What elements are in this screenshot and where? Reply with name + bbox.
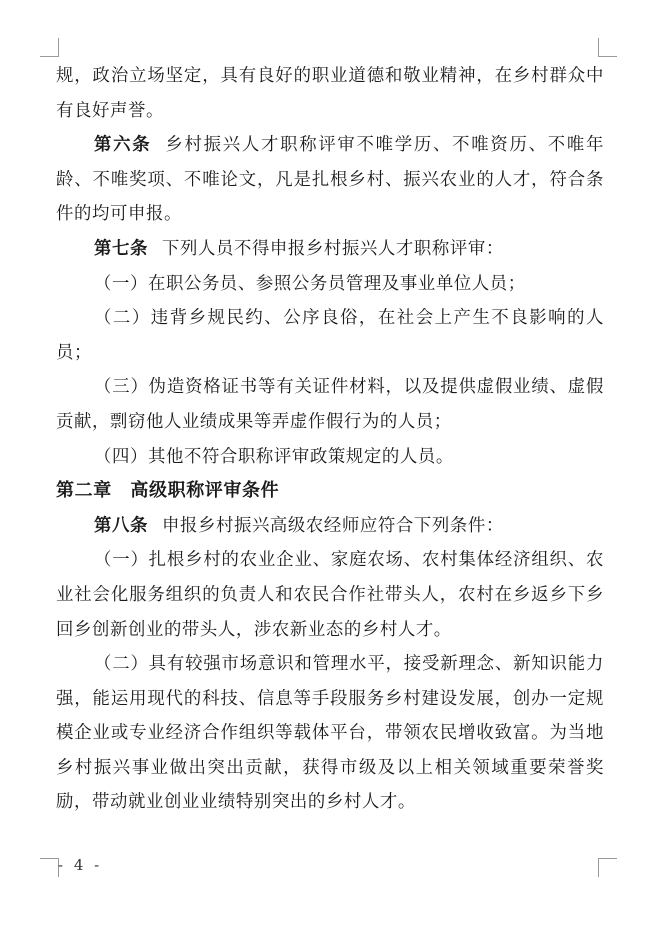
article-6-text: 乡村振兴人才职称评审不唯学历、不唯资历、不唯年龄、不唯奖项、不唯论文，凡是扎根乡村、振兴农业的人才，符合条件的均可申报。	[56, 135, 604, 225]
crop-mark-bottom-right	[598, 858, 617, 877]
document-body	[56, 59, 604, 820]
article-7-text: 下列人员不得申报乡村振兴人才职称评审：	[161, 238, 504, 259]
article-7-item-3: （三）伪造资格证书等有关证件材料，以及提供虚假业绩、虚假贡献，剽窃他人业绩成果等弄虚作假行为的人员；	[56, 377, 604, 432]
chapter-title: 第二章 高级职称评审条件	[56, 480, 280, 502]
article-8-item-2: （二）具有较强市场意识和管理水平，接受新理念、新知识能力强，能运用现代的科技、信息等手段服务乡村建设发展，创办一定规模企业或专业经济合作组织等载体平台，带领农民增收致富。为当地乡村振兴事业做出突出贡献，获得市级及以上相关领域重要荣誉奖励，带动就业创业业绩特别突出的乡村人才。	[56, 654, 604, 813]
crop-mark-top-right	[598, 38, 617, 57]
article-7-heading: 第七条	[94, 238, 148, 259]
article-7	[56, 232, 604, 267]
article-7-item-4: （四）其他不符合职称评审政策规定的人员。	[94, 446, 454, 467]
article-7-item-2: （二）违背乡规民约、公序良俗，在社会上产生不良影响的人员；	[56, 308, 604, 363]
continued-paragraph: 规，政治立场坚定，具有良好的职业道德和敬业精神，在乡村群众中有良好声誉。	[56, 66, 604, 121]
article-8-text: 申报乡村振兴高级农经师应符合下列条件：	[161, 515, 504, 536]
article-8-heading: 第八条	[94, 515, 148, 536]
article-6-heading: 第六条	[94, 135, 152, 156]
article-7-item-1: （一）在职公务员、参照公务员管理及事业单位人员；	[94, 273, 526, 294]
article-8	[56, 509, 604, 544]
article-8-item-1: （一）扎根乡村的农业企业、家庭农场、农村集体经济组织、农业社会化服务组织的负责人和农民合作社带头人，农村在乡返乡下乡回乡创新创业的带头人，涉农新业态的乡村人才。	[56, 550, 604, 640]
article-6	[56, 128, 604, 232]
crop-mark-top-left	[40, 38, 59, 57]
page-number: - 4 -	[58, 856, 103, 874]
crop-mark-bottom-left	[40, 858, 59, 877]
